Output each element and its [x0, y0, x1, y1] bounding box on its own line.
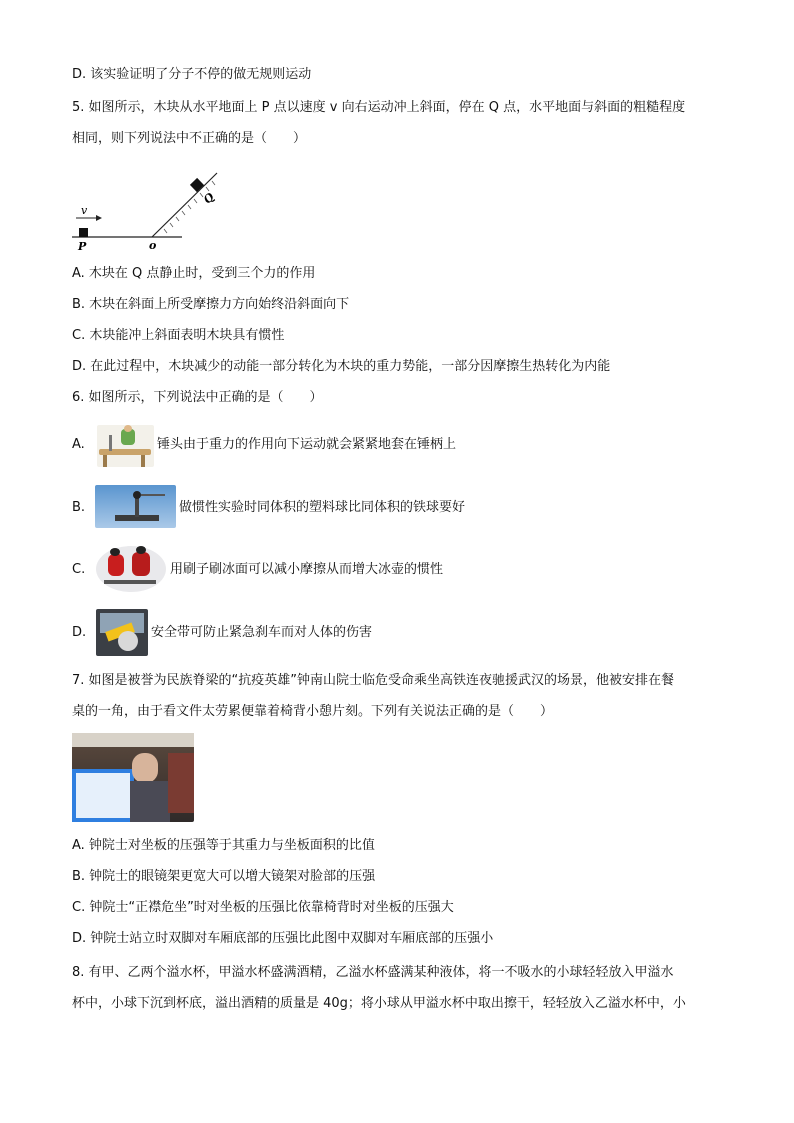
q5-incline-figure: [72, 163, 232, 253]
q6-option-d-image: [96, 609, 148, 656]
q7-option-a: A. 钟院士对坐板的压强等于其重力与坐板面积的比值: [72, 838, 375, 853]
q7-option-c: C. 钟院士“正襟危坐”时对坐板的压强比依靠椅背时对坐板的压强大: [72, 900, 454, 915]
q5-stem-line2: 相同，则下列说法中不正确的是（ ）: [72, 131, 307, 146]
q6-option-a-image: [97, 425, 154, 467]
q6-option-c-text: 用刷子刷冰面可以减小摩擦从而增大冰壶的惯性: [170, 562, 444, 577]
q7-option-d: D. 钟院士站立时双脚对车厢底部的压强比此图中双脚对车厢底部的压强小: [72, 931, 494, 946]
q5-option-d: D. 在此过程中，木块减少的动能一部分转化为木块的重力势能，一部分因摩擦生热转化为内能: [72, 359, 611, 374]
q6-option-d-text: 安全带可防止紧急刹车而对人体的伤害: [151, 625, 373, 640]
q6-option-d-letter: D.: [72, 625, 87, 640]
q6-option-b-image: [95, 485, 176, 528]
q5-option-b: B. 木块在斜面上所受摩擦力方向始终沿斜面向下: [72, 297, 350, 312]
q5-stem-line1: 5. 如图所示，木块从水平地面上 P 点以速度 v 向右运动冲上斜面，停在 Q 点，水平地面与斜面的粗糙程度: [72, 100, 686, 115]
q7-stem-line2: 桌的一角，由于看文件太劳累便靠着椅背小憩片刻。下列有关说法正确的是（ ）: [72, 704, 554, 719]
label-v: v: [81, 204, 88, 217]
label-o: o: [149, 239, 157, 252]
label-q: Q: [200, 190, 217, 207]
q6-option-a-letter: A.: [72, 437, 85, 452]
q6-option-c-letter: C.: [72, 562, 86, 577]
incline-surface: [152, 173, 217, 237]
q6-option-b-letter: B.: [72, 500, 86, 515]
q6-stem: 6. 如图所示，下列说法中正确的是（ ）: [72, 390, 323, 405]
q6-option-a-text: 锤头由于重力的作用向下运动就会紧紧地套在锤柄上: [157, 437, 457, 452]
q5-option-c: C. 木块能冲上斜面表明木块具有惯性: [72, 328, 285, 343]
q7-option-b: B. 钟院士的眼镜架更宽大可以增大镜架对脸部的压强: [72, 869, 376, 884]
q5-option-a: A. 木块在 Q 点静止时，受到三个力的作用: [72, 266, 316, 281]
block-at-q: [190, 178, 204, 192]
q7-stem-line1: 7. 如图是被誉为民族脊梁的“抗疫英雄”钟南山院士临危受命乘坐高铁连夜驰援武汉的场景，他被安排在餐: [72, 673, 675, 688]
q6-option-b-text: 做惯性实验时同体积的塑料球比同体积的铁球要好: [179, 500, 466, 515]
q8-stem-line2: 杯中，小球下沉到杯底，溢出酒精的质量是 40g；将小球从甲溢水杯中取出擦干，轻轻放入乙溢水杯中，小: [72, 996, 686, 1011]
label-p: P: [78, 240, 87, 253]
q4-option-d: D. 该实验证明了分子不停的做无规则运动: [72, 67, 312, 82]
block-at-p: [79, 228, 88, 237]
q6-option-c-image: [96, 546, 166, 592]
q8-stem-line1: 8. 有甲、乙两个溢水杯，甲溢水杯盛满酒精，乙溢水杯盛满某种液体，将一不吸水的小球轻轻放入甲溢水: [72, 965, 674, 980]
q7-train-photo: [72, 733, 194, 822]
